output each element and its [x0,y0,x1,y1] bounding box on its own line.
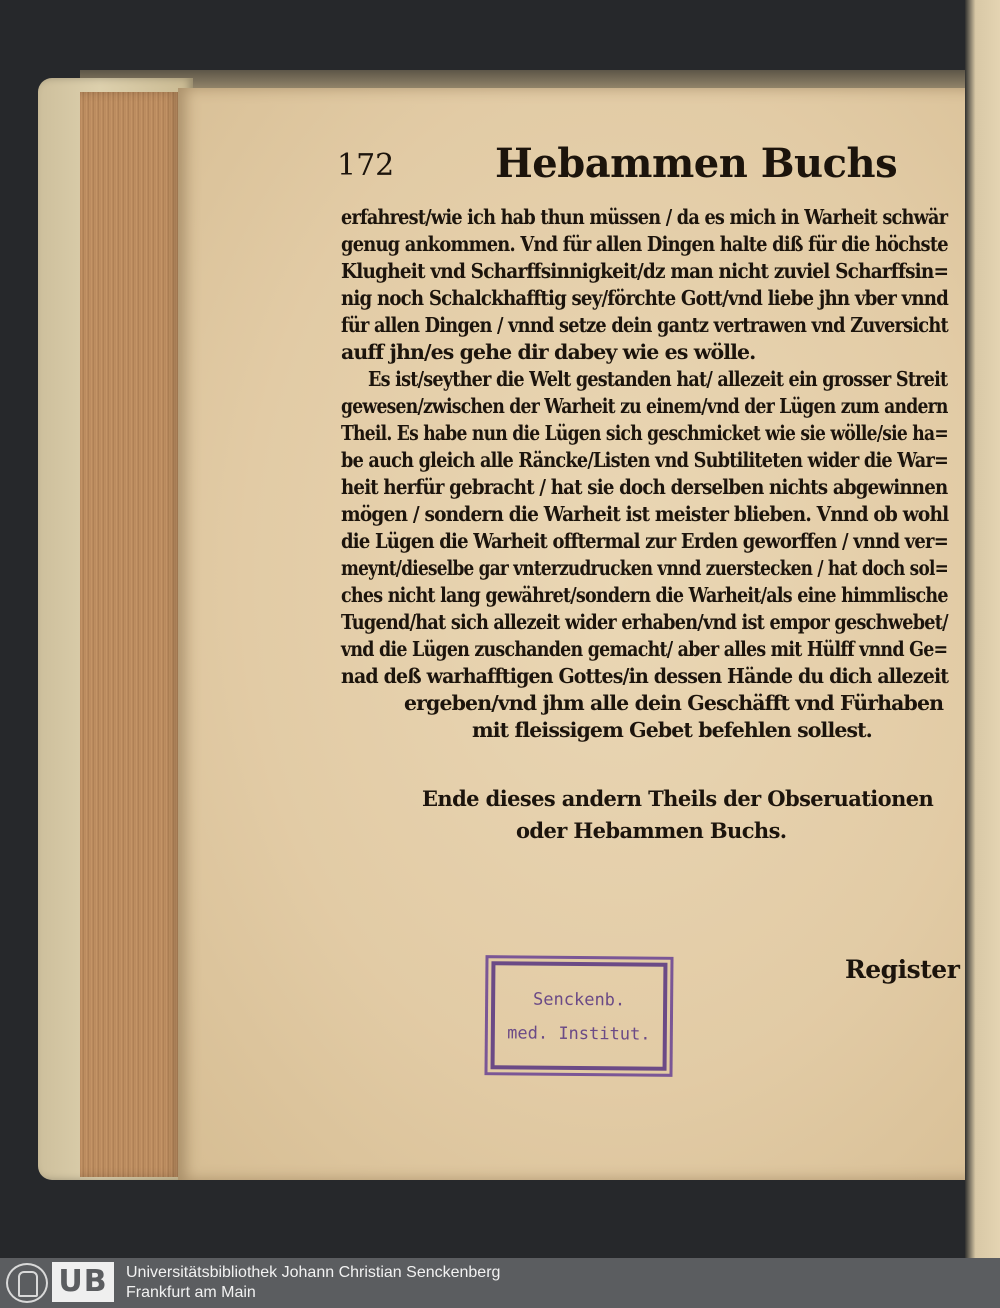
stamp-line: Senckenb. [532,989,626,1011]
body-line: Es ist/seyther die Welt gestanden hat/ allezeit ein grosser Streit [368,367,948,391]
library-seal-icon [6,1263,48,1303]
body-line: gewesen/zwischen der Warheit zu einem/vnd der Lügen zum andern [341,394,948,418]
book-fore-edge [80,92,180,1177]
body-line: für allen Dingen / vnnd setze dein gantz vertrawen vnd Zuversicht [341,313,948,337]
body-line: erfahrest/wie ich hab thun müssen / da es mich in Warheit schwär [341,205,948,229]
body-line: be auch gleich alle Räncke/Listen vnd Subtiliteten wider die War= [341,448,949,472]
body-line: ergeben/vnd jhm alle dein Geschäfft vnd Fürhaben [404,691,944,715]
closing-line: Ende dieses andern Theils der Obseruationen [422,786,934,811]
body-line: mögen / sondern die Warheit ist meister blieben. Vnnd ob wohl [341,502,949,526]
body-line: Klugheit vnd Scharffsinnigkeit/dz man nicht zuviel Scharffsin= [341,259,949,283]
body-line: ches nicht lang gewähret/sondern die Warheit/als eine himmlische [341,583,948,607]
ub-logo[interactable]: UB [52,1262,114,1302]
library-city: Frankfurt am Main [126,1284,256,1301]
body-line: mit fleissigem Gebet befehlen sollest. [472,718,872,742]
body-line: nig noch Schalckhafftig sey/förchte Gott/vnd liebe jhn vber vnnd [341,286,949,310]
library-footer [0,1258,1000,1308]
catchword: Register [845,955,960,984]
running-title: Hebammen Buchs [495,140,898,187]
library-stamp [491,961,668,1071]
body-line: Theil. Es habe nun die Lügen sich geschmicket wie sie wölle/sie ha= [341,421,948,445]
body-line: nad deß warhafftigen Gottes/in dessen Hände du dich allezeit [341,664,949,688]
adjacent-page-edge [965,0,1000,1258]
stamp-line: med. Institut. [507,1023,651,1045]
library-name: Universitätsbibliothek Johann Christian Senckenberg [126,1264,501,1281]
closing-line: oder Hebammen Buchs. [516,818,787,843]
body-line: vnd die Lügen zuschanden gemacht/ aber alles mit Hülff vnnd Ge= [341,637,948,661]
body-line: heit herfür gebracht / hat sie doch derselben nichts abgewinnen [341,475,948,499]
body-line: die Lügen die Warheit offtermal zur Erden geworffen / vnnd ver= [341,529,948,553]
body-line: auff jhn/es gehe dir dabey wie es wölle. [341,340,756,364]
body-line: Tugend/hat sich allezeit wider erhaben/vnd ist empor geschwebet/ [341,610,948,634]
body-line: meynt/dieselbe gar vnterzudrucken vnnd zuerstecken / hat doch sol= [341,556,949,580]
page-number: 172 [337,148,395,183]
body-line: genug ankommen. Vnd für allen Dingen halte diß für die höchste [341,232,948,256]
